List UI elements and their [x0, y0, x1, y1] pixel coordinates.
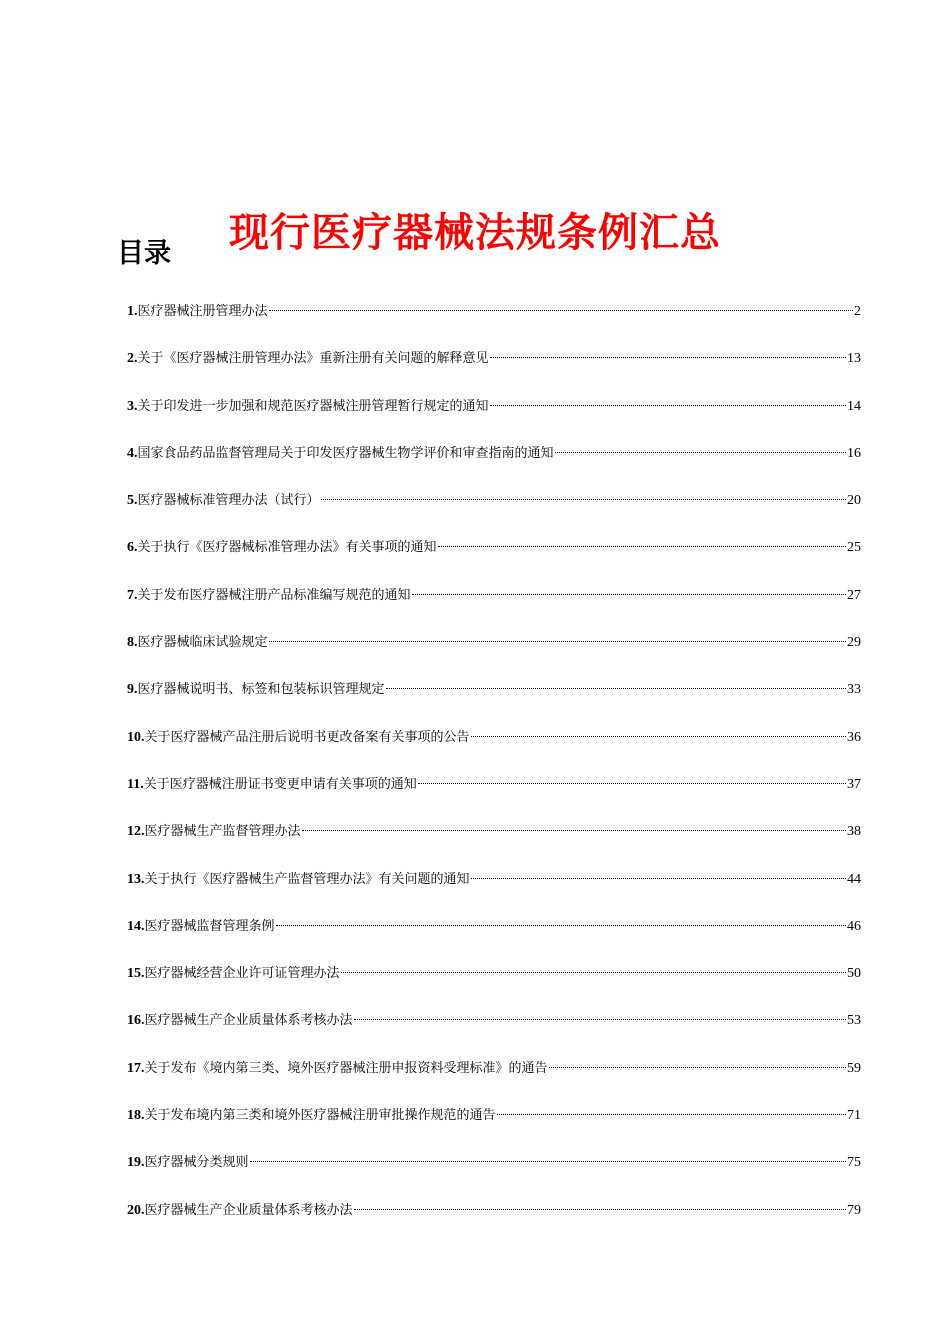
toc-dot-leader [418, 783, 846, 784]
toc-entry-page-number: 14 [847, 398, 861, 414]
toc-entry-page-number: 20 [847, 493, 861, 509]
toc-dot-leader [250, 1161, 846, 1162]
toc-entry-number: 5. [127, 493, 138, 509]
toc-dot-leader [549, 1067, 846, 1068]
toc-entry-page-number: 37 [847, 776, 861, 792]
toc-entry[interactable] [127, 628, 861, 675]
toc-entry[interactable] [127, 297, 861, 344]
toc-entry-number: 16. [127, 1013, 145, 1029]
toc-entry-page-number: 38 [847, 824, 861, 840]
toc-entry-title: 医疗器械生产企业质量体系考核办法 [144, 1013, 353, 1029]
toc-entry-title: 医疗器械监督管理条例 [144, 918, 275, 934]
toc-entry-title: 关于执行《医疗器械标准管理办法》有关事项的通知 [137, 540, 437, 556]
toc-dot-leader [490, 357, 846, 358]
toc-dot-leader [386, 688, 846, 689]
toc-entry[interactable] [127, 1054, 861, 1101]
toc-entry-page-number: 29 [847, 635, 861, 651]
toc-entry-title: 关于印发进一步加强和规范医疗器械注册管理暂行规定的通知 [137, 398, 489, 414]
toc-entry[interactable] [127, 959, 861, 1006]
toc-entry-number: 20. [127, 1202, 145, 1218]
toc-dot-leader [490, 405, 846, 406]
toc-entry-number: 13. [127, 871, 145, 887]
toc-entry-page-number: 75 [847, 1155, 861, 1171]
toc-entry[interactable] [127, 675, 861, 722]
toc-dot-leader [354, 1019, 846, 1020]
toc-dot-leader [269, 310, 853, 311]
toc-entry-number: 7. [127, 587, 138, 603]
toc-entry-page-number: 46 [847, 918, 861, 934]
toc-dot-leader [269, 641, 846, 642]
toc-entry[interactable] [127, 533, 861, 580]
toc-entry-title: 医疗器械分类规则 [144, 1155, 249, 1171]
toc-entry-number: 19. [127, 1155, 145, 1171]
toc-entry-title: 国家食品药品监督管理局关于印发医疗器械生物学评价和审查指南的通知 [137, 445, 554, 461]
toc-entry-number: 1. [127, 304, 138, 319]
toc-entry-page-number: 53 [847, 1013, 861, 1029]
toc-entry[interactable] [127, 486, 861, 533]
toc-dot-leader [412, 594, 846, 595]
toc-entry[interactable] [127, 581, 861, 628]
toc-entry-title: 关于《医疗器械注册管理办法》重新注册有关问题的解释意见 [137, 351, 489, 367]
toc-entry-title: 医疗器械说明书、标签和包装标识管理规定 [137, 682, 385, 698]
toc-entry[interactable] [127, 392, 861, 439]
toc-entry-number: 10. [127, 729, 145, 745]
toc-entry-number: 18. [127, 1108, 145, 1124]
toc-dot-leader [497, 1114, 846, 1115]
toc-entry-title: 医疗器械标准管理办法（试行） [137, 493, 320, 509]
toc-entry[interactable] [127, 770, 861, 817]
toc-dot-leader [276, 925, 846, 926]
toc-entry-page-number: 44 [847, 871, 861, 887]
toc-entry-number: 2. [127, 351, 138, 367]
toc-entry[interactable] [127, 912, 861, 959]
toc-entry-title: 医疗器械经营企业许可证管理办法 [144, 966, 340, 982]
toc-entry-page-number: 71 [847, 1108, 861, 1124]
toc-dot-leader [438, 546, 846, 547]
toc-entry[interactable] [127, 817, 861, 864]
toc-dot-leader [302, 830, 846, 831]
toc-entry-number: 17. [127, 1060, 145, 1076]
toc-entry[interactable] [127, 1006, 861, 1053]
toc-dot-leader [471, 736, 846, 737]
toc-entry[interactable] [127, 1196, 861, 1243]
toc-entry-title: 医疗器械生产监督管理办法 [144, 824, 301, 840]
toc-entry-title: 关于医疗器械注册证书变更申请有关事项的通知 [143, 776, 417, 792]
toc-entry-title: 关于执行《医疗器械生产监督管理办法》有关问题的通知 [144, 871, 470, 887]
toc-entry-title: 医疗器械生产企业质量体系考核办法 [144, 1202, 353, 1218]
toc-entry-page-number: 36 [847, 729, 861, 745]
toc-entry-title: 关于医疗器械产品注册后说明书更改备案有关事项的公告 [144, 729, 470, 745]
toc-entry[interactable] [127, 865, 861, 912]
toc-entry-title: 关于发布境内第三类和境外医疗器械注册审批操作规范的通告 [144, 1108, 496, 1124]
toc-entry-title: 医疗器械临床试验规定 [137, 635, 268, 651]
toc-dot-leader [555, 452, 846, 453]
toc-entry-title: 关于发布医疗器械注册产品标准编写规范的通知 [137, 587, 411, 603]
toc-entry-page-number: 16 [847, 445, 861, 461]
toc-entry[interactable] [127, 439, 861, 486]
toc-entry-page-number: 25 [847, 540, 861, 556]
toc-dot-leader [471, 878, 846, 879]
toc-entry-title: 医疗器械注册管理办法 [137, 304, 268, 319]
toc-dot-leader [321, 499, 846, 500]
toc-entry-number: 3. [127, 398, 138, 414]
toc-entry-page-number: 50 [847, 966, 861, 982]
toc-entry-number: 8. [127, 635, 138, 651]
toc-entry[interactable] [127, 344, 861, 391]
toc-entry-title: 关于发布《境内第三类、境外医疗器械注册申报资料受理标准》的通告 [144, 1060, 548, 1076]
toc-entry[interactable] [127, 1148, 861, 1195]
toc-entry-number: 6. [127, 540, 138, 556]
toc-entry-number: 9. [127, 682, 138, 698]
toc-dot-leader [341, 972, 846, 973]
toc-entry[interactable] [127, 1101, 861, 1148]
toc-entry-page-number: 2 [854, 304, 861, 319]
toc-entry-page-number: 13 [847, 351, 861, 367]
toc-entry-page-number: 79 [847, 1202, 861, 1218]
toc-entry-number: 14. [127, 918, 145, 934]
toc-heading: 目录 [117, 238, 171, 269]
toc-entry-page-number: 33 [847, 682, 861, 698]
document-title: 现行医疗器械法规条例汇总 [229, 209, 721, 256]
toc-entry-number: 15. [127, 966, 145, 982]
toc-entry-page-number: 59 [847, 1060, 861, 1076]
toc-entry[interactable] [127, 723, 861, 770]
toc-entry-number: 11. [127, 776, 144, 792]
toc-entry-page-number: 27 [847, 587, 861, 603]
toc-entry-number: 4. [127, 445, 138, 461]
toc-dot-leader [354, 1209, 846, 1210]
toc-entry-number: 12. [127, 824, 145, 840]
table-of-contents [127, 297, 861, 1243]
